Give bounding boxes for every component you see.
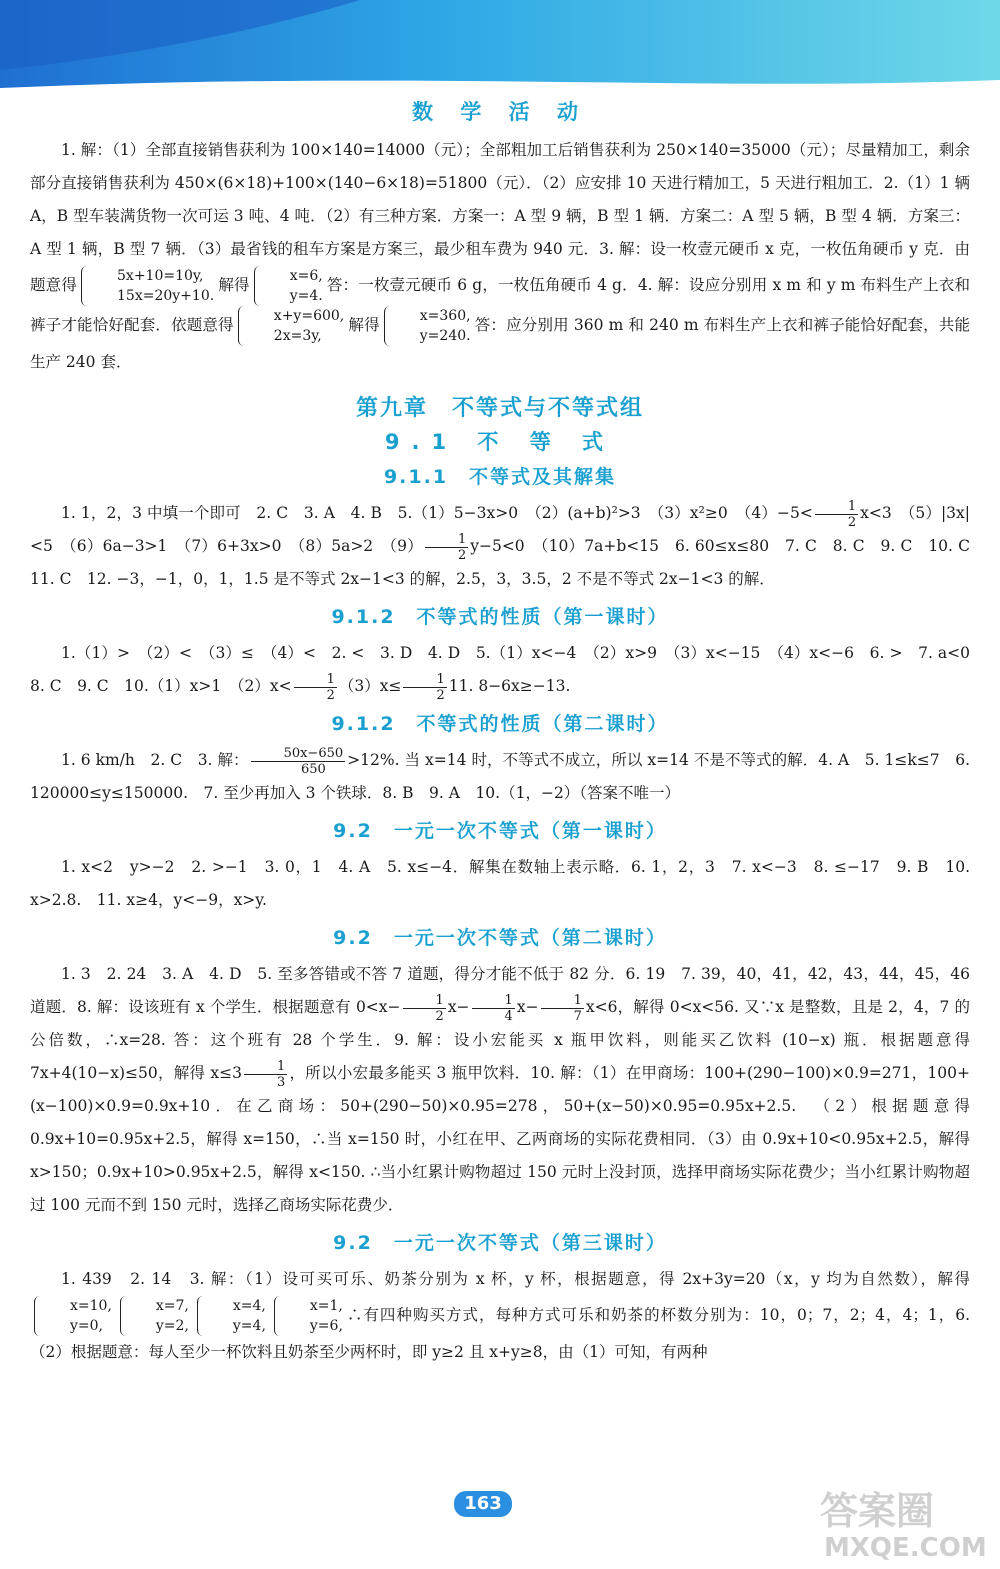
equation-system: x=10, y=0, — [34, 1296, 112, 1336]
fraction: $\frac{1}{2}$ — [815, 499, 858, 530]
section-title: 9.2 一元一次不等式（第三课时） — [333, 1232, 667, 1254]
answer-content — [30, 92, 986, 1369]
equation-system: x=4, y=4, — [197, 1296, 266, 1336]
section-title: 9.1 不 等 式 — [384, 430, 616, 454]
fraction: $\frac{1}{4}$ — [472, 993, 515, 1024]
fraction: $\frac{1}{2}$ — [425, 532, 468, 563]
answers-9-2-a: 1. x<2 y>−2 2. >−1 3. 0，1 4. A 5. x≤−4．解集在数轴上表示略．6. 1，2，3 7. x<−3 8. ≤−17 9. B 10. x>2.8. 11. x≥4，y<−9，x>y. — [30, 858, 970, 909]
chapter-title: 第九章 不等式与不等式组 — [355, 396, 644, 421]
section-title: 9.2 一元一次不等式（第二课时） — [333, 927, 667, 949]
fraction: $\frac{1}{7}$ — [541, 993, 584, 1024]
equation-system: x=360, y=240. — [384, 306, 471, 346]
fraction: $\frac{1}{2}$ — [403, 993, 446, 1024]
answers-9-1-2a: 1.（1）> （2）< （3）≤ （4）< 2. < 3. D 4. D 5.（1）x<−4 （2）x>9 （3）x<−15 （4）x<−6 6. > 7. a<0 8. C 9. C 10.（1）x>1 （2）x< $\frac{1}{2}$ （3）x≤ $\frac{1}{2}$ 11. 8−6x≥−13. — [30, 644, 986, 703]
activity-answers: 1. 解：（1）全部直接销售获利为 100×140=14000（元）；全部粗加工后销售获利为 250×140=35000（元）；尽量精加工，剩余部分直接销售获利为 450×(6×18)+100×(140−6×18)=51800（元）．（2）应安排 10 天进行精加工，5 天进行粗加工．2.（1）1 辆 A，B 型车装满货物一次可运 3 吨、4 吨．（2）有三种方案．方案一：A 型 9 辆，B 型 1 辆．方案二：A 型 5 辆，B 型 4 辆．方案三：A 型 1 辆，B 型 7 辆．（3）最省钱的租车方案是方案三，最少租车费为 940 元．3. 解：设一枚壹元硬币 x 克，一枚伍角硬币 y 克．由题意得 5x+10=10y, 15x=20y+10. 解得 x=6, y=4. 答：一枚壹元硬币 6 g，一枚伍角硬币 4 g．4. 解：设应分别用 x m 和 y m 布料生产上衣和裤子才能恰好配套．依题意得 x+y=600, 2x=3y, 解得 x=360, y=240. 答：应分别用 360 m 和 240 m 布料生产上衣和裤子能恰好配套，共能生产 240 套． — [30, 141, 970, 371]
subsection-title: 9.1.2 不等式的性质（第二课时） — [331, 713, 669, 735]
page-number: 163 — [464, 1493, 502, 1514]
watermark-logo — [810, 1480, 990, 1564]
watermark-text: 答案圈 — [820, 1489, 935, 1533]
watermark-url: MXQE.COM — [824, 1533, 987, 1563]
activity-heading: 数 学 活 动 — [412, 100, 588, 124]
section-title: 9.2 一元一次不等式（第一课时） — [333, 820, 667, 842]
equation-system: x=6, y=4. — [254, 266, 323, 306]
fraction: $\frac{1}{3}$ — [244, 1059, 287, 1090]
equation-system: 5x+10=10y, 15x=20y+10. — [81, 266, 214, 306]
equation-system: x=1, y=6, — [274, 1296, 343, 1336]
fraction: $\frac{1}{2}$ — [294, 672, 337, 703]
answers-9-2-b: 1. 3 2. 24 3. A 4. D 5. 至多答错或不答 7 道题，得分才能不低于 82 分．6. 19 7. 39，40，41，42，43，44，45，46 道题．8. 解：设该班有 x 个学生．根据题意有 0<x− $\frac{1}{2}$ x− $\frac{1}{4}$ x− $\frac{1}{7}$ x<6，解得 0<x<56. 又∵x 是整数，且是 2，4，7 的公倍数，∴x=28. 答：这个班有 28 个学生．9. 解：设小宏能买 x 瓶甲饮料，则能买乙饮料 (10−x) 瓶．根据题意得 7x+4(10−x)≤50，解得 x≤3 $\frac{1}{3}$ ，所以小宏最多能买 3 瓶甲饮料．10. 解：（1）在甲商场：100+(290−100)×0.9=271，100+(x−100)×0.9=0.9x+10．在乙商场：50+(290−50)×0.95=278，50+(x−50)×0.95=0.95x+2.5. （2）根据题意得 0.9x+10=0.95x+2.5，解得 x=150，∴当 x=150 时，小红在甲、乙两商场的实际花费相同．（3）由 0.9x+10<0.95x+2.5，解得 x>150；0.9x+10>0.95x+2.5，解得 x<150. ∴当小红累计购物超过 150 元时上没封顶，选择甲商场实际花费少；当小红累计购物超过 100 元而不到 150 元时，选择乙商场实际花费少． — [30, 965, 970, 1214]
fraction: $\frac{1}{2}$ — [403, 672, 446, 703]
fraction: $\frac{50x-650}{650}$ — [251, 746, 346, 777]
header-banner — [0, 0, 1000, 90]
equation-system: x=7, y=2, — [120, 1296, 189, 1336]
answers-9-1-2b: 1. 6 km/h 2. C 3. 解： $\frac{50x-650}{650}$ >12%. 当 x=14 时，不等式不成立，所以 x=14 不是不等式的解．4. A 5. 1≤k≤7 6. 120000≤y≤150000. 7. 至少再加入 3 个铁球．8. B 9. A 10.（1，−2）（答案不唯一） — [30, 745, 970, 802]
equation-system: x+y=600, 2x=3y, — [238, 306, 344, 346]
subsection-title: 9.1.1 不等式及其解集 — [383, 466, 617, 488]
answers-9-2-c: 1. 439 2. 14 3. 解：（1）设可买可乐、奶茶分别为 x 杯，y 杯，根据题意，得 2x+3y=20（x，y 均为自然数），解得 x=10, y=0, x=7, y=2, x=4, y=4, x=1, y=6, ∴有四种购买方式，每种方式可乐和奶茶的杯数分别为：10，0；7，2；4，4；1，6. （2）根据题意：每人至少一杯饮料且奶茶至少两杯时，即 y≥2 且 x+y≥8，由（1）可知，有两种 — [30, 1270, 986, 1361]
subsection-title: 9.1.2 不等式的性质（第一课时） — [331, 606, 669, 628]
answers-9-1-1: 1. 1，2，3 中填一个即可 2. C 3. A 4. B 5.（1）5−3x>0 （2）(a+b)²>3 （3）x²≥0 （4）−5< $\frac{1}{2}$ x<3 （5）|3x|<5 （6）6a−3>1 （7）6+3x>0 （8）5a>2 （9） $\frac{1}{2}$ y−5<0 （10）7a+b<15 6. 60≤x≤80 7. C 8. C 9. C 10. C 11. C 12. −3，−1，0，1，1.5 是不等式 2x−1<3 的解，2.5，3，3.5，2 不是不等式 2x−1<3 的解． — [30, 498, 986, 588]
page-number-badge — [454, 1491, 512, 1517]
